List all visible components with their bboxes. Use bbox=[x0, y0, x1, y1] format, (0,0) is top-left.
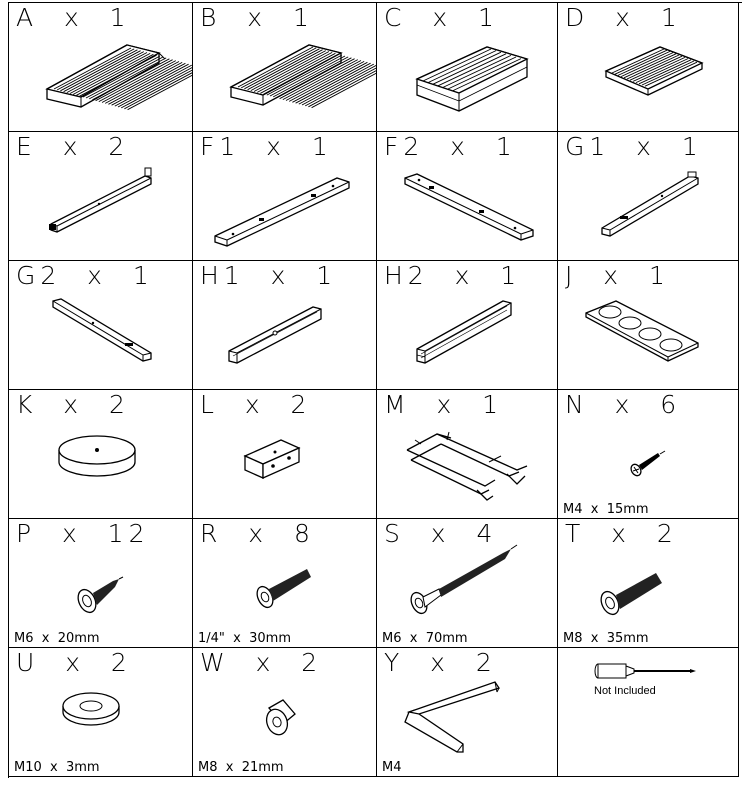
part-label: M x 1 bbox=[384, 390, 504, 419]
part-cell-y bbox=[377, 648, 558, 777]
part-spec: 1/4" x 30mm bbox=[198, 631, 291, 646]
part-label: G1 x 1 bbox=[565, 132, 703, 161]
part-cell-g1 bbox=[558, 132, 739, 261]
part-cell-m bbox=[377, 390, 558, 519]
rail-icon bbox=[9, 132, 193, 261]
part-cell-f2 bbox=[377, 132, 558, 261]
part-label: S x 4 bbox=[384, 519, 498, 548]
part-label: F2 x 1 bbox=[384, 132, 517, 161]
bottle-holder-board-icon bbox=[558, 261, 739, 390]
part-spec: M6 x 70mm bbox=[382, 631, 468, 646]
rail-icon bbox=[558, 132, 739, 261]
part-label: D x 1 bbox=[565, 3, 682, 32]
part-cell-r bbox=[193, 519, 377, 648]
part-spec: M6 x 20mm bbox=[14, 631, 100, 646]
part-cell-k bbox=[9, 390, 193, 519]
part-label: N x 6 bbox=[565, 390, 682, 419]
slatted-tray-icon bbox=[377, 3, 558, 132]
part-cell-l bbox=[193, 390, 377, 519]
long-rail-icon bbox=[377, 132, 558, 261]
part-cell-c bbox=[377, 3, 558, 132]
small-screw-icon bbox=[558, 390, 739, 519]
part-label: H1 x 1 bbox=[200, 261, 338, 290]
part-spec: M10 x 3mm bbox=[14, 760, 100, 775]
part-label: C x 1 bbox=[384, 3, 499, 32]
small-slatted-panel-icon bbox=[558, 3, 739, 132]
part-label: F1 x 1 bbox=[200, 132, 333, 161]
part-label: B x 1 bbox=[200, 3, 314, 32]
part-cell-g2 bbox=[9, 261, 193, 390]
not-included-note: Not Included bbox=[594, 685, 656, 697]
rail-icon bbox=[9, 261, 193, 390]
long-bolt-icon bbox=[377, 519, 558, 648]
part-cell-s bbox=[377, 519, 558, 648]
washer-icon bbox=[9, 648, 193, 777]
disc-foot-icon bbox=[9, 390, 193, 519]
part-cell-t bbox=[558, 519, 739, 648]
part-cell-e bbox=[9, 132, 193, 261]
part-cell-h2 bbox=[377, 261, 558, 390]
part-label: A x 1 bbox=[16, 3, 131, 32]
part-spec: M8 x 21mm bbox=[198, 760, 284, 775]
part-cell-j bbox=[558, 261, 739, 390]
part-label: R x 8 bbox=[200, 519, 315, 548]
short-bolt-icon bbox=[9, 519, 193, 648]
part-label: Y x 2 bbox=[384, 648, 497, 677]
part-spec: M4 bbox=[382, 760, 402, 775]
screwdriver-icon bbox=[558, 648, 739, 777]
long-rail-icon bbox=[193, 132, 377, 261]
slatted-panel-icon bbox=[193, 3, 377, 132]
part-cell-b bbox=[193, 3, 377, 132]
part-label: L x 2 bbox=[200, 390, 312, 419]
part-label: T x 2 bbox=[565, 519, 678, 548]
part-spec: M8 x 35mm bbox=[563, 631, 649, 646]
allen-key-icon bbox=[377, 648, 558, 777]
wire-rack-icon bbox=[377, 390, 558, 519]
grooved-rail-icon bbox=[377, 261, 558, 390]
part-spec: M4 x 15mm bbox=[563, 502, 649, 517]
part-cell-f1 bbox=[193, 132, 377, 261]
part-cell-d bbox=[558, 3, 739, 132]
part-cell-screwdriver bbox=[558, 648, 739, 777]
part-cell-h1 bbox=[193, 261, 377, 390]
part-label: K x 2 bbox=[16, 390, 130, 419]
block-icon bbox=[193, 390, 377, 519]
part-cell-u bbox=[9, 648, 193, 777]
top-panel-slatted-icon bbox=[9, 3, 193, 132]
part-label: E x 2 bbox=[16, 132, 130, 161]
part-cell-a bbox=[9, 3, 193, 132]
part-cell-n bbox=[558, 390, 739, 519]
bolt-icon bbox=[558, 519, 739, 648]
rail-icon bbox=[193, 261, 377, 390]
part-label: P x 12 bbox=[16, 519, 150, 548]
part-cell-p bbox=[9, 519, 193, 648]
part-label: W x 2 bbox=[200, 648, 323, 677]
part-label: H2 x 1 bbox=[384, 261, 522, 290]
part-label: U x 2 bbox=[16, 648, 132, 677]
bolt-icon bbox=[193, 519, 377, 648]
part-label: J x 1 bbox=[565, 261, 670, 290]
barrel-nut-icon bbox=[193, 648, 377, 777]
parts-grid bbox=[8, 2, 742, 778]
part-label: G2 x 1 bbox=[16, 261, 154, 290]
part-cell-w bbox=[193, 648, 377, 777]
